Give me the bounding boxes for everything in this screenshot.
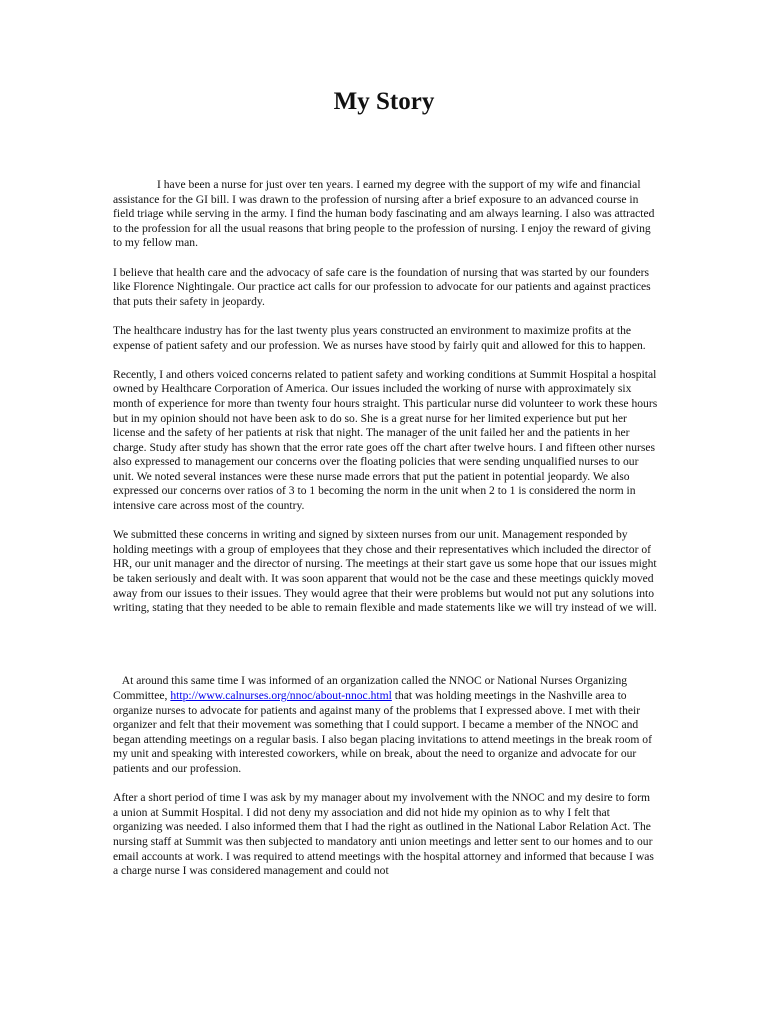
document-body bbox=[113, 178, 658, 893]
paragraph-nnoc-text-end: that was holding meetings in the Nashville area to organize nurses to advocate for patients and against many of the problems that I expressed above. I met with their organizer and felt that their movement was something that I could support. I became a member of the NNOC and began attending meetings on a regular basis. I also began placing invitations to attend meetings in the break room of my unit and speaking with interested coworkers, while on break, about the need to organize and advocate for our patients and our profession. bbox=[113, 689, 652, 775]
paragraph-concerns: Recently, I and others voiced concerns related to patient safety and working conditions at Summit Hospital a hospital owned by Healthcare Corporation of America. Our issues included the working of nurse with approximately six month of experience for more than twenty four hours straight. This particular nurse did volunteer to work these hours but in my opinion should not have been ask to do so. She is a great nurse for her limited experience but put her license and the safety of her patients at risk that night. The manager of the unit failed her and the patients in her charge. Study after study has shown that the error rate goes off the chart after twelve hours. I and fifteen other nurses also expressed to management our concerns over the floating policies that were sending unqualified nurses to our unit. We noted several instances were these nurse made errors that put the patient in potential jeopardy. We also expressed our concerns over ratios of 3 to 1 becoming the norm in the unit when 2 to 1 is considered the norm in intensive care across most of the country. bbox=[113, 367, 658, 513]
paragraph-union: After a short period of time I was ask by my manager about my involvement with the NNOC and my desire to form a union at Summit Hospital. I did not deny my association and did not hide my opinion as to why I felt that organizing was needed. I also informed them that I had the right as outlined in the National Labor Relation Act. The nursing staff at Summit was then subjected to mandatory anti union meetings and letter sent to our homes and to our email accounts at work. I was required to attend meetings with the hospital attorney and informed that because I was a charge nurse I was considered management and could not bbox=[113, 791, 654, 878]
paragraph-intro-text: I have been a nurse for just over ten years. I earned my degree with the support of my wife and financial assistance for the GI bill. I was drawn to the profession of nursing after a brief exposure to an advanced course in field triage while serving in the army. I find the human body fascinating and am always learning. I also was attracted to the profession for all the usual reasons that bring people to the profession of nursing. I enjoy the reward of giving to my fellow man. bbox=[113, 178, 655, 250]
paragraph-nnoc-text-start: At around this same time I was informed of an organization called the NNOC or National Nurses Organizing Committee, bbox=[113, 674, 630, 702]
paragraph-management-response: We submitted these concerns in writing and signed by sixteen nurses from our unit. Management responded by holding meetings with a group of employees that they chose and their representatives which included the director of HR, our unit manager and the director of nursing. The meetings at their start gave us some hope that our issues might be taken seriously and dealt with. It was soon apparent that would not be the case and these meetings quickly moved away from our issues to their issues. They would agree that their were problems but would not put any solutions into writing, stating that they needed to be able to remain flexible and made statements like we will try instead of we will. bbox=[113, 528, 657, 615]
paragraph-nnoc bbox=[113, 674, 658, 776]
paragraph-industry: The healthcare industry has for the last twenty plus years constructed an environment to maximize profits at the expense of patient safety and our profession. We as nurses have stood by fairly quit and allowed for this to happen. bbox=[113, 323, 646, 352]
nnoc-link[interactable]: http://www.calnurses.org/nnoc/about-nnoc.html bbox=[170, 689, 392, 702]
paragraph-intro bbox=[113, 178, 658, 251]
page-title: My Story bbox=[333, 88, 435, 115]
paragraph-gap bbox=[113, 630, 658, 674]
paragraph-advocacy: I believe that health care and the advocacy of safe care is the foundation of nursing that was started by our founders like Florence Nightingale. Our practice act calls for our profession to advocate for our patients and against practices that puts their safety in jeopardy. bbox=[113, 265, 651, 308]
